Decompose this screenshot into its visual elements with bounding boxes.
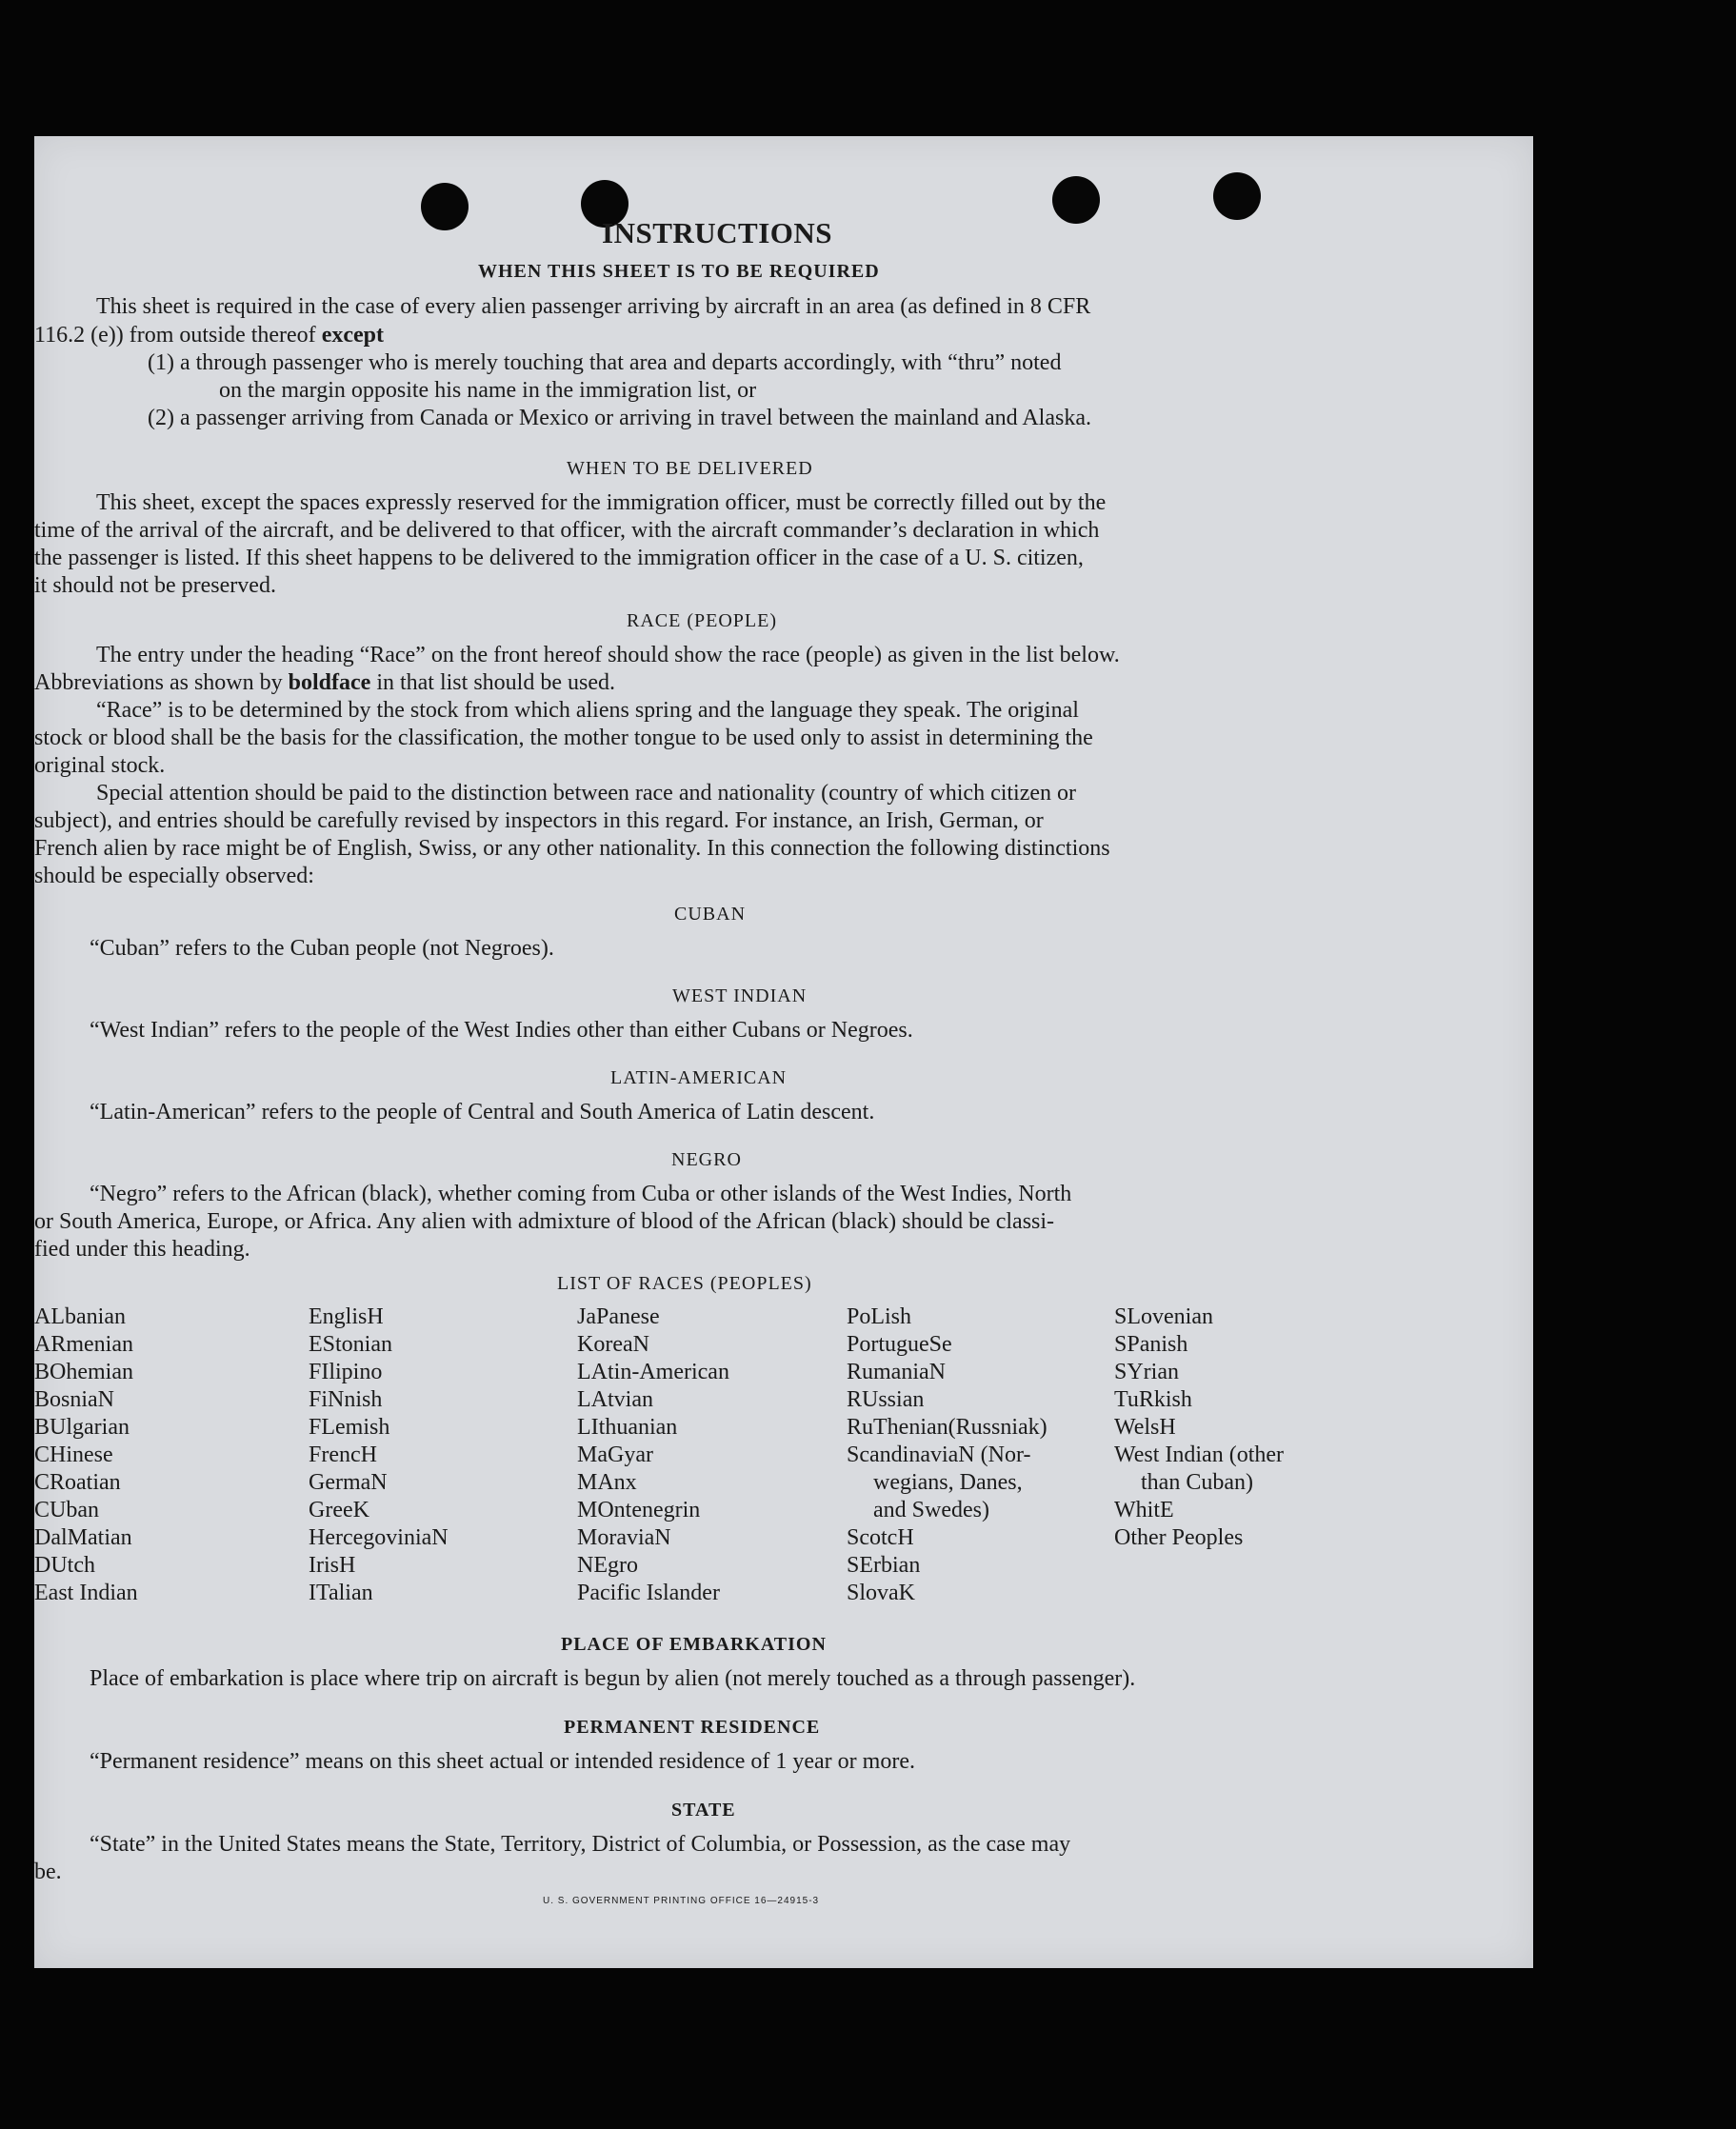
race-item: ARmenian xyxy=(34,1332,133,1357)
race-item: Other Peoples xyxy=(1114,1525,1244,1550)
section-heading-west-indian: WEST INDIAN xyxy=(672,985,808,1006)
race-item: SPanish xyxy=(1114,1332,1188,1357)
race-item: RUssian xyxy=(847,1387,925,1412)
paragraph-line: Place of embarkation is place where trip on aircraft is begun by alien (not merely touched as a through passenger). xyxy=(90,1666,1136,1691)
bold-span: boldface xyxy=(288,670,371,695)
race-item: BUlgarian xyxy=(34,1415,130,1440)
text-span: in that list should be used. xyxy=(370,670,615,695)
race-item: MoraviaN xyxy=(577,1525,671,1550)
paragraph-line: subject), and entries should be carefully revised by inspectors in this regard. For instance, an Irish, German, or xyxy=(34,808,1044,833)
page-title: INSTRUCTIONS xyxy=(602,216,833,249)
race-item: ITalian xyxy=(309,1581,373,1605)
race-item: LAtvian xyxy=(577,1387,653,1412)
race-item: TuRkish xyxy=(1114,1387,1192,1412)
race-item: WhitE xyxy=(1114,1498,1174,1522)
races-column-5 xyxy=(1114,1303,1284,1552)
list-item-1: (1) a through passenger who is merely touching that area and departs accordingly, with “thru” noted xyxy=(148,350,1062,375)
race-item: LAtin-American xyxy=(577,1360,729,1384)
race-item: ALbanian xyxy=(34,1304,126,1329)
section-heading-state: STATE xyxy=(671,1800,736,1821)
list-item-2: (2) a passenger arriving from Canada or Mexico or arriving in travel between the mainland and Alaska. xyxy=(148,406,1091,430)
text-span: 116.2 (e)) from outside thereof xyxy=(34,323,322,348)
race-item: MaGyar xyxy=(577,1443,653,1467)
race-item: than Cuban) xyxy=(1141,1470,1253,1495)
paragraph-line: This sheet is required in the case of every alien passenger arriving by aircraft in an area (as defined in 8 CFR xyxy=(96,294,1091,319)
race-item: DalMatian xyxy=(34,1525,132,1550)
race-item: RuThenian(Russniak) xyxy=(847,1415,1048,1440)
race-item: HercegoviniaN xyxy=(309,1525,449,1550)
paragraph-line: The entry under the heading “Race” on the front hereof should show the race (people) as given in the list below. xyxy=(96,643,1120,667)
document-sheet xyxy=(34,136,1533,1968)
race-item: ScotcH xyxy=(847,1525,914,1550)
paragraph-line: fied under this heading. xyxy=(34,1237,250,1262)
section-heading-delivered: WHEN TO BE DELIVERED xyxy=(567,458,813,479)
bold-span: except xyxy=(321,323,384,348)
section-heading-embarkation: PLACE OF EMBARKATION xyxy=(561,1634,827,1655)
race-item: BosniaN xyxy=(34,1387,114,1412)
paragraph-line: “State” in the United States means the State, Territory, District of Columbia, or Possession, as the case may xyxy=(90,1832,1071,1857)
paragraph-line: it should not be preserved. xyxy=(34,573,276,598)
paragraph-line: French alien by race might be of English, Swiss, or any other nationality. In this connection the following distinctions xyxy=(34,836,1110,861)
race-item: MAnx xyxy=(577,1470,637,1495)
paragraph-line: This sheet, except the spaces expressly reserved for the immigration officer, must be correctly filled out by the xyxy=(96,490,1107,515)
race-item: FiNnish xyxy=(309,1387,383,1412)
race-item: SlovaK xyxy=(847,1581,915,1605)
section-heading-cuban: CUBAN xyxy=(674,904,747,925)
race-item: and Swedes) xyxy=(873,1498,989,1522)
race-item: LIthuanian xyxy=(577,1415,678,1440)
paragraph-line xyxy=(34,670,615,695)
section-heading-negro: NEGRO xyxy=(671,1149,742,1170)
race-item: ScandinaviaN (Nor- xyxy=(847,1443,1031,1467)
paragraph-line: “Negro” refers to the African (black), whether coming from Cuba or other islands of the West Indies, North xyxy=(90,1182,1072,1206)
paragraph-line: should be especially observed: xyxy=(34,864,314,888)
race-item: CUban xyxy=(34,1498,99,1522)
race-item: WelsH xyxy=(1114,1415,1176,1440)
race-item: MOntenegrin xyxy=(577,1498,701,1522)
paragraph-line: or South America, Europe, or Africa. Any alien with admixture of blood of the African (black) should be classi- xyxy=(34,1209,1055,1234)
race-item: GermaN xyxy=(309,1470,388,1495)
section-heading-race: RACE (PEOPLE) xyxy=(627,610,777,631)
section-heading-required: WHEN THIS SHEET IS TO BE REQUIRED xyxy=(478,261,880,282)
races-column-3 xyxy=(577,1303,729,1607)
race-item: KoreaN xyxy=(577,1332,649,1357)
race-item: GreeK xyxy=(309,1498,369,1522)
paragraph-line: “Race” is to be determined by the stock from which aliens spring and the language they speak. The original xyxy=(96,698,1079,723)
paragraph-line: “West Indian” refers to the people of the West Indies other than either Cubans or Negroes. xyxy=(90,1018,913,1043)
list-item-1-cont: on the margin opposite his name in the immigration list, or xyxy=(219,378,757,403)
race-item: West Indian (other xyxy=(1114,1443,1285,1467)
race-item: CHinese xyxy=(34,1443,113,1467)
paragraph-line: original stock. xyxy=(34,753,166,778)
instructions-content xyxy=(34,136,1533,1968)
section-heading-list: LIST OF RACES (PEOPLES) xyxy=(557,1273,812,1294)
race-item: EStonian xyxy=(309,1332,392,1357)
race-item: NEgro xyxy=(577,1553,638,1578)
text-span: Abbreviations as shown by xyxy=(34,670,289,695)
race-item: wegians, Danes, xyxy=(873,1470,1023,1495)
race-item: East Indian xyxy=(34,1581,138,1605)
race-item: RumaniaN xyxy=(847,1360,946,1384)
section-heading-residence: PERMANENT RESIDENCE xyxy=(564,1717,821,1738)
paragraph-line: stock or blood shall be the basis for the classification, the mother tongue to be used only to assist in determining the xyxy=(34,726,1093,750)
races-column-1 xyxy=(34,1303,138,1607)
paragraph-line: “Permanent residence” means on this sheet actual or intended residence of 1 year or more. xyxy=(90,1749,915,1774)
paragraph-line: be. xyxy=(34,1860,62,1884)
races-column-4 xyxy=(847,1303,1048,1607)
race-item: IrisH xyxy=(309,1553,356,1578)
race-item: FIlipino xyxy=(309,1360,383,1384)
footer-print-line: U. S. GOVERNMENT PRINTING OFFICE 16—24915-3 xyxy=(543,1896,820,1906)
race-item: FLemish xyxy=(309,1415,390,1440)
race-item: CRoatian xyxy=(34,1470,121,1495)
section-heading-latin-american: LATIN-AMERICAN xyxy=(610,1067,788,1088)
race-item: JaPanese xyxy=(577,1304,660,1329)
race-item: Pacific Islander xyxy=(577,1581,720,1605)
paragraph-line: Special attention should be paid to the distinction between race and nationality (country of which citizen or xyxy=(96,781,1077,806)
races-column-2 xyxy=(309,1303,449,1607)
paragraph-line xyxy=(34,323,384,348)
paragraph-line: the passenger is listed. If this sheet happens to be delivered to the immigration officer in the case of a U. S. citizen, xyxy=(34,546,1084,570)
race-item: SLovenian xyxy=(1114,1304,1213,1329)
paragraph-line: “Latin-American” refers to the people of Central and South America of Latin descent. xyxy=(90,1100,875,1124)
race-item: PoLish xyxy=(847,1304,912,1329)
race-item: PortugueSe xyxy=(847,1332,952,1357)
paragraph-line: “Cuban” refers to the Cuban people (not Negroes). xyxy=(90,936,554,961)
race-item: SErbian xyxy=(847,1553,921,1578)
race-item: EnglisH xyxy=(309,1304,384,1329)
paragraph-line: time of the arrival of the aircraft, and be delivered to that officer, with the aircraft commander’s declaration in which xyxy=(34,518,1100,543)
race-item: DUtch xyxy=(34,1553,95,1578)
race-item: FrencH xyxy=(309,1443,377,1467)
race-item: BOhemian xyxy=(34,1360,133,1384)
race-item: SYrian xyxy=(1114,1360,1179,1384)
